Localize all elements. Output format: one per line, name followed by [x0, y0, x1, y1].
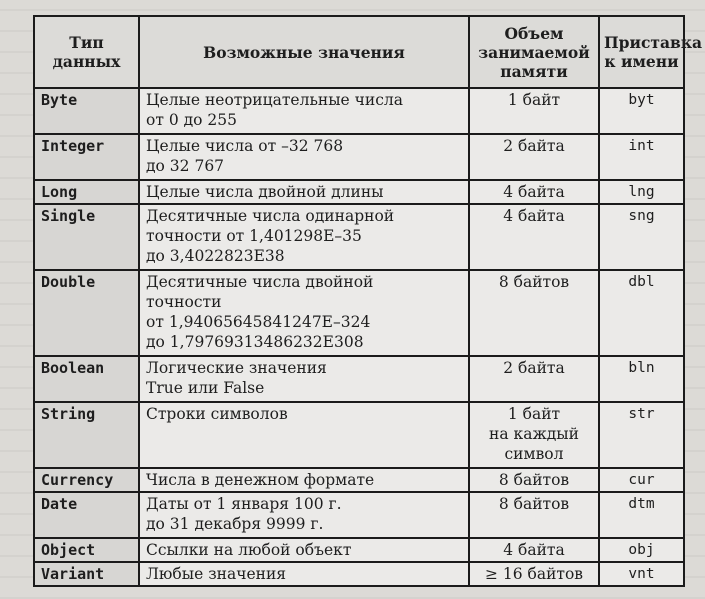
header-prefix — [599, 16, 703, 88]
table-row — [34, 204, 684, 270]
cell-prefix: byt — [599, 88, 684, 134]
cell-memory — [469, 180, 599, 204]
header-type-line: данных — [52, 52, 121, 71]
header-memory-line: памяти — [500, 61, 568, 81]
cell-memory-line: 2 байта — [503, 137, 565, 155]
cell-memory-line: 1 байт — [507, 91, 561, 109]
cell-memory-line: 8 байтов — [498, 273, 570, 291]
cell-values-line: Логические значения — [146, 359, 327, 377]
data-types-table-container — [33, 15, 703, 586]
cell-values — [139, 492, 469, 538]
table-row — [34, 180, 684, 204]
table-row — [34, 562, 684, 586]
cell-memory-line: 4 байта — [503, 541, 565, 559]
cell-type: Currency — [34, 468, 139, 492]
table-row — [34, 492, 684, 538]
cell-memory-line: 8 байтов — [498, 495, 570, 513]
cell-type: Long — [34, 180, 139, 204]
cell-values-line: точности от 1,401298Е–35 — [146, 227, 362, 245]
cell-memory-line: 4 байта — [503, 207, 565, 225]
cell-values-line: до 31 декабря 9999 г. — [146, 515, 324, 533]
cell-values-line: Целые числа двойной длины — [146, 183, 384, 201]
cell-type: Object — [34, 538, 139, 562]
header-values-text: Возможные значения — [203, 42, 405, 62]
table-row — [34, 134, 684, 180]
cell-values — [139, 562, 469, 586]
cell-memory-line: 2 байта — [503, 359, 565, 377]
header-memory — [469, 16, 599, 88]
cell-memory — [469, 270, 599, 356]
cell-values — [139, 88, 469, 134]
cell-prefix: dbl — [599, 270, 684, 356]
cell-prefix: obj — [599, 538, 684, 562]
cell-memory — [469, 492, 599, 538]
cell-values — [139, 356, 469, 402]
cell-values-line: Ссылки на любой объект — [146, 541, 352, 559]
cell-memory-line: 8 байтов — [498, 471, 570, 489]
cell-values-line: Целые неотрицательные числа — [146, 91, 403, 109]
cell-values-line: до 3,4022823Е38 — [146, 247, 285, 265]
table-row — [34, 468, 684, 492]
cell-prefix: cur — [599, 468, 684, 492]
cell-values-line: от 0 до 255 — [146, 111, 238, 129]
header-prefix-line: Приставка — [604, 33, 703, 52]
header-type — [34, 16, 139, 88]
cell-values — [139, 204, 469, 270]
table-header-row — [34, 16, 684, 88]
cell-values-line: Целые числа от –32 768 — [146, 137, 344, 155]
cell-memory — [469, 204, 599, 270]
cell-prefix: dtm — [599, 492, 684, 538]
header-memory-line: Объем — [504, 23, 564, 43]
cell-memory — [469, 356, 599, 402]
cell-values — [139, 134, 469, 180]
header-values — [139, 16, 469, 88]
cell-values-line: True или False — [146, 379, 265, 397]
cell-values-line: Десятичные числа одинарной — [146, 207, 395, 225]
cell-memory — [469, 468, 599, 492]
cell-memory-line: на каждый — [489, 425, 579, 443]
cell-type: Byte — [34, 88, 139, 134]
cell-values-line: Числа в денежном формате — [146, 471, 375, 489]
cell-memory — [469, 134, 599, 180]
header-prefix-line: к имени — [604, 52, 679, 71]
header-type-line: Тип — [69, 33, 104, 52]
cell-prefix: bln — [599, 356, 684, 402]
cell-values-line: от 1,94065645841247Е–324 — [146, 313, 371, 331]
cell-values-line: до 32 767 — [146, 157, 225, 175]
cell-values-line: Строки символов — [146, 405, 288, 423]
cell-values — [139, 402, 469, 468]
cell-type: Boolean — [34, 356, 139, 402]
cell-memory-line: символ — [504, 445, 564, 463]
table-row — [34, 356, 684, 402]
cell-prefix: sng — [599, 204, 684, 270]
cell-memory — [469, 88, 599, 134]
cell-memory-line: 1 байт — [507, 405, 561, 423]
cell-values-line: до 1,79769313486232Е308 — [146, 333, 364, 351]
cell-memory — [469, 562, 599, 586]
cell-values-line: точности — [146, 293, 222, 311]
table-row — [34, 402, 684, 468]
cell-values — [139, 538, 469, 562]
table-row — [34, 538, 684, 562]
cell-type: String — [34, 402, 139, 468]
cell-type: Single — [34, 204, 139, 270]
table-row — [34, 270, 684, 356]
cell-type: Integer — [34, 134, 139, 180]
cell-prefix: lng — [599, 180, 684, 204]
cell-memory — [469, 402, 599, 468]
cell-prefix: str — [599, 402, 684, 468]
cell-values — [139, 468, 469, 492]
cell-prefix: int — [599, 134, 684, 180]
cell-values — [139, 270, 469, 356]
cell-memory — [469, 538, 599, 562]
header-memory-line: занимаемой — [478, 42, 590, 62]
cell-memory-line: 4 байта — [503, 183, 565, 201]
data-types-table — [33, 15, 703, 587]
cell-type: Date — [34, 492, 139, 538]
cell-prefix: vnt — [599, 562, 684, 586]
cell-memory-line: ≥ 16 байтов — [484, 565, 584, 583]
table-row — [34, 88, 684, 134]
cell-type: Double — [34, 270, 139, 356]
cell-values-line: Любые значения — [146, 565, 287, 583]
cell-values-line: Даты от 1 января 100 г. — [146, 495, 342, 513]
cell-values — [139, 180, 469, 204]
cell-values-line: Десятичные числа двойной — [146, 273, 374, 291]
cell-type: Variant — [34, 562, 139, 586]
